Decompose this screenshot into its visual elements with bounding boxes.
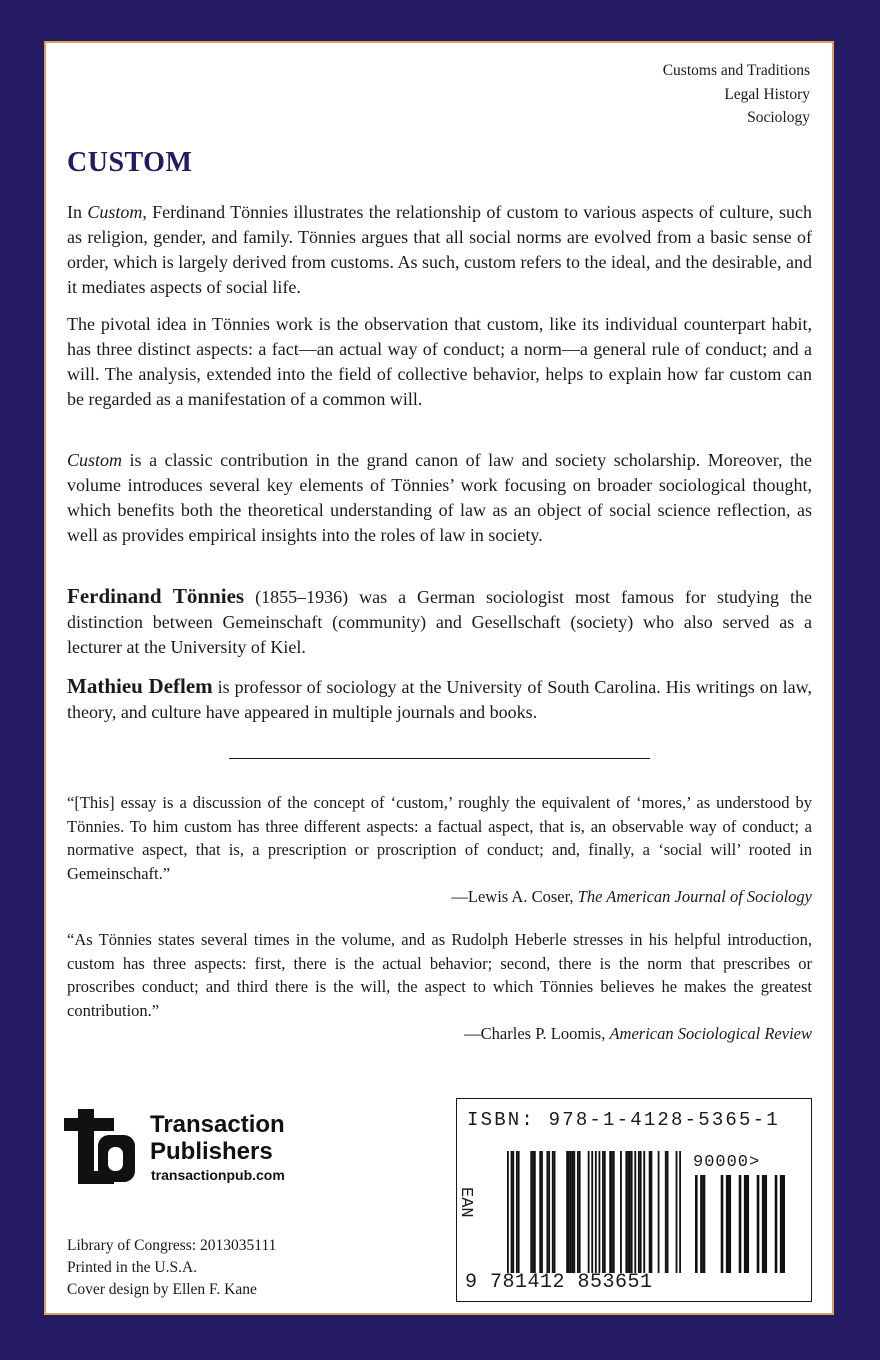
back-cover-panel: [46, 43, 832, 1313]
barcode-bar: [703, 1175, 706, 1273]
barcode-bar: [602, 1151, 604, 1273]
barcode-bar: [598, 1151, 600, 1273]
barcode-bar: [643, 1151, 645, 1273]
barcode-bar: [739, 1175, 742, 1273]
publisher-name-line: Publishers: [150, 1138, 273, 1165]
section-divider: [229, 758, 650, 759]
review-text: “[This] essay is a discussion of the concept of ‘custom,’ roughly the equivalent of ‘mores,’ as understood by Tönnies. To him custom has three different aspects: a factual aspect, that is, an observable way of conduct; a normative aspect, that is, a prescription or proscription of conduct; and, finally, a ‘social will’ rooted in Gemeinschaft.”: [67, 793, 812, 883]
barcode-bar: [613, 1151, 615, 1273]
text-run: In: [67, 202, 88, 222]
publisher-logo: [64, 1109, 324, 1189]
barcode-bar: [667, 1151, 669, 1273]
author-bio-text: (1855–1936) was a German sociologist most famous for studying the distinction between Gemeinschaft (community) and Gesellschaft (society) who also served as a lecturer at the University of Kiel.: [67, 587, 812, 657]
barcode-bar: [629, 1151, 631, 1273]
barcode-bar: [570, 1151, 572, 1273]
barcode-bar: [541, 1151, 543, 1273]
barcode-bar: [649, 1151, 651, 1273]
text-run: The pivotal idea in Tönnies work is the observation that custom, like its individual counterpart habit, has three distinct aspects: a fact—an actual way of conduct; a norm—a general rule of conduct; and a will. The analysis, extended into the field of collective behavior, helps to explain how far custom can be regarded as a manifestation of a common will.: [67, 314, 812, 409]
review-source: American Sociological Review: [609, 1024, 812, 1043]
barcode-bar: [631, 1151, 633, 1273]
review-source: The American Journal of Sociology: [577, 887, 812, 906]
publisher-url: transactionpub.com: [151, 1167, 285, 1183]
barcode-bar: [516, 1151, 518, 1273]
barcode-bar: [651, 1151, 653, 1273]
subject-categories: [663, 59, 810, 130]
barcode-bar: [700, 1175, 703, 1273]
isbn-barcode: [456, 1098, 812, 1302]
barcode-bar: [780, 1175, 783, 1273]
barcode-bar: [665, 1151, 667, 1273]
barcode-bar: [552, 1151, 554, 1273]
review-author: —Charles P. Loomis,: [464, 1024, 610, 1043]
category-item: Legal History: [724, 85, 810, 103]
ean-label: EAN: [456, 1187, 475, 1218]
book-title: CUSTOM: [67, 147, 193, 178]
text-run: , Ferdinand Tönnies illustrates the relationship of custom to various aspects of culture, such as religion, gender, and family. Tönnies argues that all social norms are evolved from a basic sense of order, which is largely derived from customs. As such, custom refers to the ideal, and the desirable, and it mediates aspects of social life.: [67, 202, 812, 297]
library-of-congress: Library of Congress: 2013035111: [67, 1237, 277, 1254]
review-quote-2: [67, 928, 812, 1046]
barcode-bar: [595, 1151, 597, 1273]
barcode-digits: 9 781412 853651: [465, 1271, 653, 1294]
barcode-bar: [638, 1151, 640, 1273]
barcode-bar: [577, 1151, 579, 1273]
publisher-name: [150, 1111, 285, 1165]
barcode-bar: [530, 1151, 532, 1273]
barcode-bar: [757, 1175, 760, 1273]
text-run: is a classic contribution in the grand canon of law and society scholarship. Moreover, the volume introduces several key elements of Tönnies’ work focusing on broader sociological thought, which benefits both the theoretical understanding of law as an object of social science reflection, as well as provides empirical insights into the roles of law in society.: [67, 450, 812, 545]
barcode-bar: [532, 1151, 534, 1273]
printed-in: Printed in the U.S.A.: [67, 1259, 198, 1276]
barcode-bar: [548, 1151, 550, 1273]
category-item: Customs and Traditions: [662, 62, 810, 79]
barcode-bar: [634, 1151, 636, 1273]
ean-barcode-bars: [507, 1151, 681, 1273]
barcode-bar: [679, 1151, 681, 1273]
barcode-bar: [573, 1151, 575, 1273]
cover-design-credit: Cover design by Ellen F. Kane: [67, 1281, 257, 1298]
review-attribution: [67, 885, 812, 909]
barcode-bar: [507, 1151, 509, 1273]
barcode-bar: [721, 1175, 724, 1273]
barcode-bar: [554, 1151, 556, 1273]
barcode-bar: [518, 1151, 520, 1273]
barcode-bar: [658, 1151, 660, 1273]
editor-name: Mathieu Deflem: [67, 674, 213, 698]
barcode-bar: [539, 1151, 541, 1273]
book-title-italic: Custom: [87, 202, 143, 222]
barcode-bar: [591, 1151, 593, 1273]
barcode-bar: [611, 1151, 613, 1273]
author-name: Ferdinand Tönnies: [67, 584, 245, 608]
imprint-info: [67, 1235, 276, 1301]
barcode-bar: [676, 1151, 678, 1273]
barcode-bar: [695, 1175, 698, 1273]
isbn-label: ISBN: 978-1-4128-5365-1: [467, 1109, 780, 1131]
barcode-bar: [627, 1151, 629, 1273]
barcode-bar: [625, 1151, 627, 1273]
barcode-bar: [572, 1151, 574, 1273]
addon-barcode-bars: [695, 1175, 785, 1273]
barcode-bar: [546, 1151, 548, 1273]
barcode-bar: [728, 1175, 731, 1273]
barcode-bar: [620, 1151, 622, 1273]
editor-bio-text: is professor of sociology at the University of South Carolina. His writings on law, theory, and culture have appeared in multiple journals and books.: [67, 677, 812, 722]
barcode-bar: [744, 1175, 747, 1273]
editor-bio: [67, 674, 812, 725]
barcode-bar: [579, 1151, 581, 1273]
barcode-bar: [588, 1151, 590, 1273]
barcode-bar: [609, 1151, 611, 1273]
description-paragraph-2: [67, 312, 812, 412]
description-paragraph-1: [67, 200, 812, 300]
publisher-name-line: Transaction: [150, 1111, 285, 1138]
barcode-bar: [534, 1151, 536, 1273]
barcode-bar: [512, 1151, 514, 1273]
barcode-bar: [726, 1175, 729, 1273]
review-text: “As Tönnies states several times in the volume, and as Rudolph Heberle stresses in his helpful introduction, custom has three aspects: first, there is the actual behavior; second, there is the norm that prescribes or proscribes conduct; and third there is the will, the aspect to which Tönnies believes he makes the greatest contribution.”: [67, 930, 812, 1020]
barcode-bar: [764, 1175, 767, 1273]
book-title-italic: Custom: [67, 450, 123, 470]
price-code: 90000>: [693, 1153, 761, 1172]
barcode-bar: [604, 1151, 606, 1273]
barcode-bar: [568, 1151, 570, 1273]
author-bio: [67, 584, 812, 660]
description-paragraph-3: [67, 448, 812, 548]
category-item: Sociology: [747, 109, 810, 126]
barcode-bar: [775, 1175, 778, 1273]
review-quote-1: [67, 791, 812, 909]
barcode-bar: [566, 1151, 568, 1273]
review-attribution: [67, 1022, 812, 1046]
barcode-bar: [746, 1175, 749, 1273]
barcode-bar: [782, 1175, 785, 1273]
barcode-bar: [640, 1151, 642, 1273]
review-author: —Lewis A. Coser,: [451, 887, 578, 906]
barcode-bar: [762, 1175, 765, 1273]
ta-monogram-icon: [64, 1109, 136, 1189]
barcode-bar: [511, 1151, 513, 1273]
